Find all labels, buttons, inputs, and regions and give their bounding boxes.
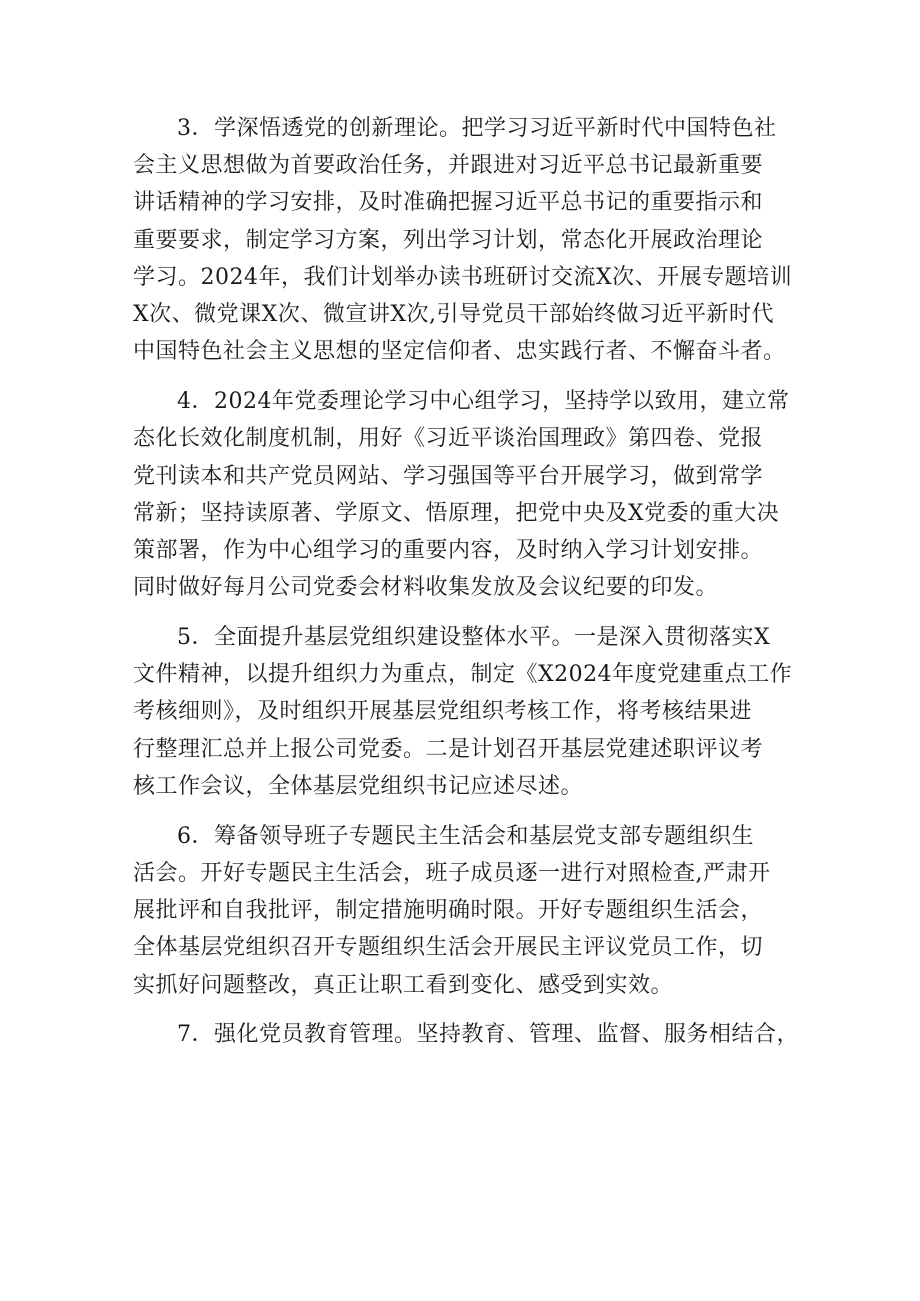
paragraph-line: 态化长效化制度机制，用好《习近平谈治国理政》第四卷、党报	[133, 426, 764, 452]
paragraph-line: 学习。2024年，我们计划举办读书班研讨交流X次、开展专题培训	[133, 264, 793, 290]
paragraph-line: 3．学深悟透党的创新理论。把学习习近平新时代中国特色社	[177, 116, 777, 141]
paragraph-line: 会主义思想做为首要政治任务，并跟进对习近平总书记最新重要	[133, 153, 764, 179]
paragraph-line: 活会。开好专题民主生活会，班子成员逐一进行对照检查,严肃开	[133, 860, 771, 886]
paragraph-line: 展批评和自我批评，制定措施明确时限。开好专题组织生活会，	[133, 898, 764, 924]
document-body	[133, 110, 799, 1066]
paragraph-line: 7．强化党员教育管理。坚持教育、管理、监督、服务相结合，	[177, 1022, 799, 1048]
paragraph-line: 4．2024年党委理论学习中心组学习，坚持学以致用，建立常	[177, 389, 790, 415]
paragraph-line: 行整理汇总并上报公司党委。二是计划召开基层党建述职评议考	[133, 736, 764, 762]
paragraph-line: 重要要求，制定学习方案，列出学习计划，常态化开展政治理论	[133, 227, 764, 253]
paragraph-7	[133, 1016, 799, 1053]
paragraph-line: 6．筹备领导班子专题民主生活会和基层党支部专题组织生	[177, 823, 754, 849]
paragraph-line: 同时做好每月公司党委会材料收集发放及会议纪要的印发。	[133, 575, 719, 601]
paragraph-line: 常新；坚持读原著、学原文、悟原理，把党中央及X党委的重大决	[133, 500, 780, 526]
paragraph-line: 文件精神，以提升组织力为重点，制定《X2024年度党建重点工作	[133, 662, 793, 688]
paragraph-line: 党刊读本和共产党员网站、学习强国等平台开展学习，做到常学	[133, 463, 764, 489]
paragraph-line: 讲话精神的学习安排，及时准确把握习近平总书记的重要指示和	[133, 190, 764, 216]
paragraph-line: 全体基层党组织召开专题组织生活会开展民主评议党员工作，切	[133, 935, 764, 961]
paragraph-5	[133, 619, 793, 805]
paragraph-line: X次、微党课X次、微宣讲X次,引导党员干部始终做习近平新时代	[133, 302, 774, 328]
paragraph-line: 5．全面提升基层党组织建设整体水平。一是深入贯彻落实X	[177, 625, 771, 651]
paragraph-6	[133, 818, 793, 1004]
paragraph-line: 策部署，作为中心组学习的重要内容，及时纳入学习计划安排。	[133, 537, 764, 563]
paragraph-line: 实抓好问题整改，真正让职工看到变化、感受到实效。	[133, 972, 674, 998]
paragraph-4	[133, 383, 793, 606]
paragraph-line: 考核细则》，及时组织开展基层党组织考核工作，将考核结果进	[133, 699, 753, 725]
paragraph-3	[133, 110, 793, 370]
paragraph-line: 中国特色社会主义思想的坚定信仰者、忠实践行者、不懈奋斗者。	[133, 339, 786, 365]
paragraph-line: 核工作会议，全体基层党组织书记应述尽述。	[133, 773, 584, 799]
